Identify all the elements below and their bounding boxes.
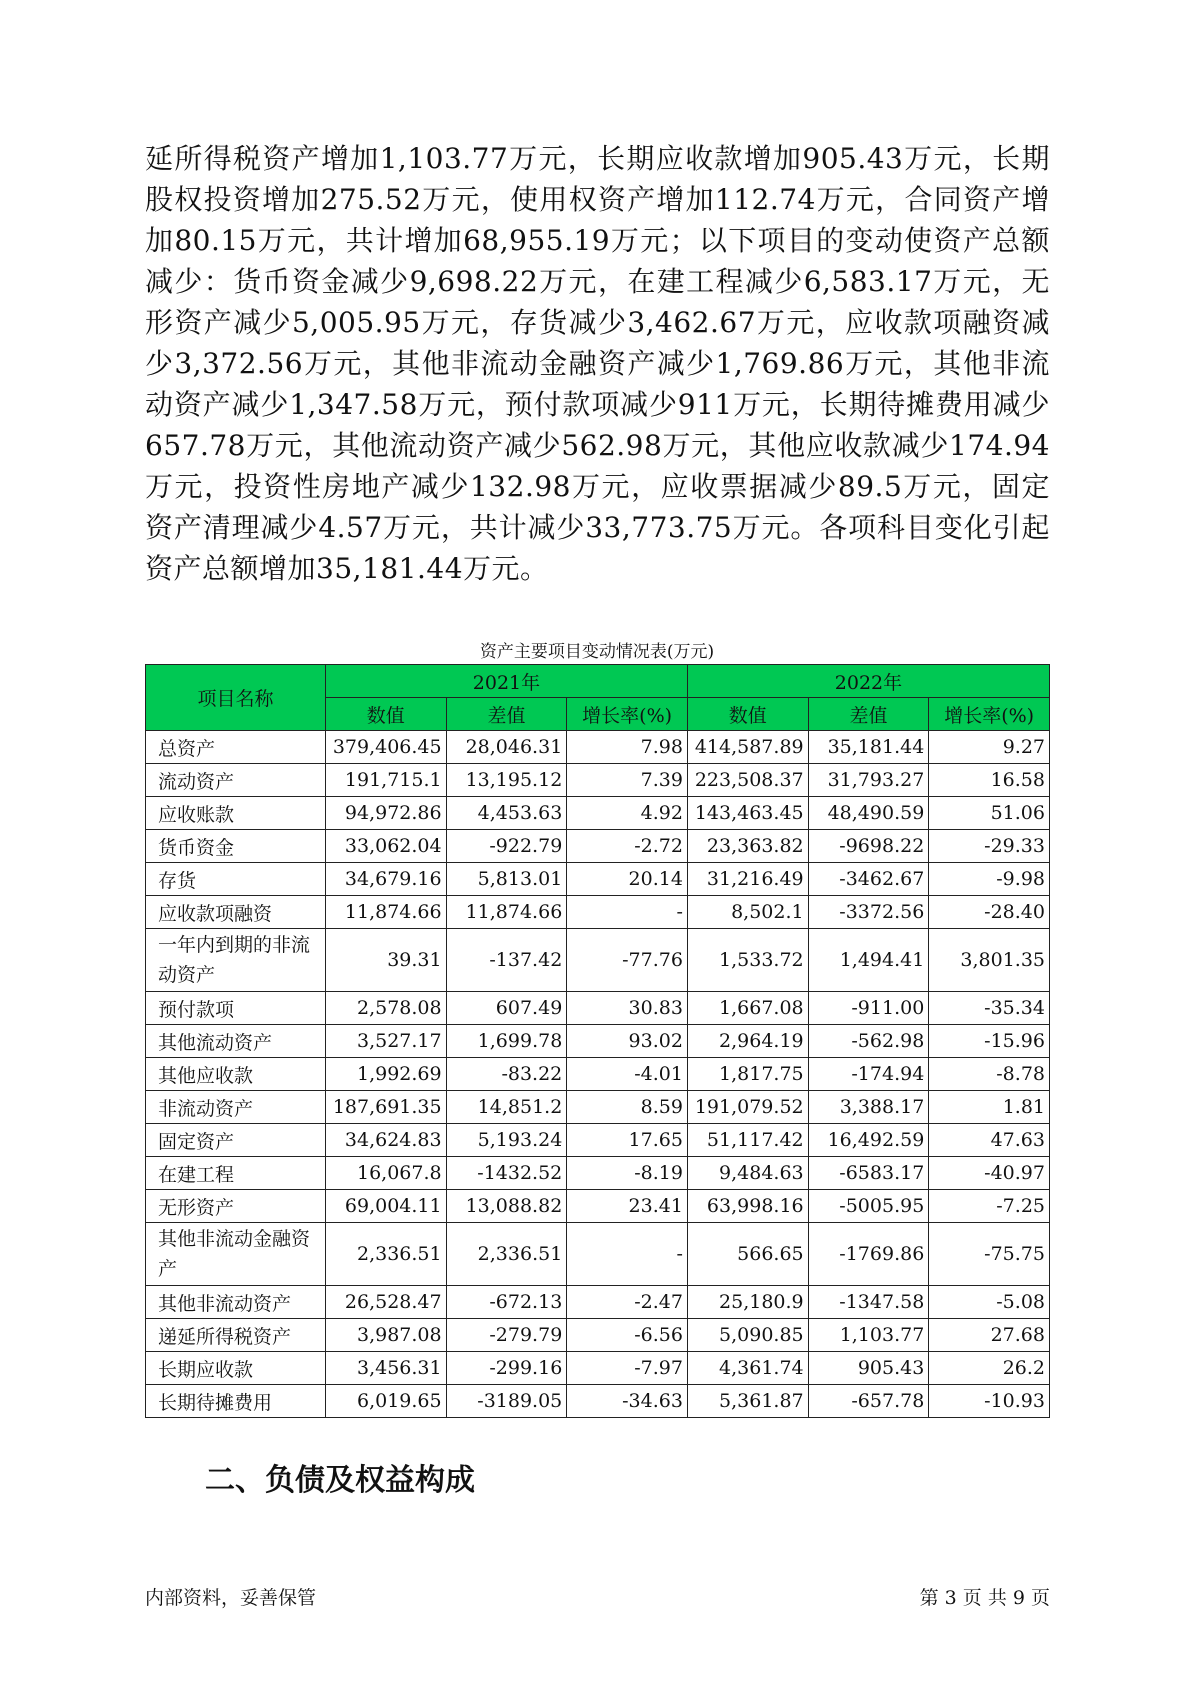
diff-2022-cell: 1,103.77 xyxy=(808,1319,929,1352)
table-row xyxy=(146,1385,1050,1418)
value-2022-cell: 5,361.87 xyxy=(687,1385,808,1418)
diff-2021-cell: 1,699.78 xyxy=(446,1025,567,1058)
diff-2021-cell: 4,453.63 xyxy=(446,797,567,830)
growth-2022-cell: -9.98 xyxy=(929,863,1050,896)
value-2021-cell: 34,624.83 xyxy=(325,1124,446,1157)
growth-2022-cell: 47.63 xyxy=(929,1124,1050,1157)
diff-2021-cell: -279.79 xyxy=(446,1319,567,1352)
growth-2021-cell: 7.98 xyxy=(567,731,688,764)
diff-2021-cell: 2,336.51 xyxy=(446,1223,567,1286)
diff-2021-cell: -922.79 xyxy=(446,830,567,863)
header-item-name: 项目名称 xyxy=(146,665,326,731)
diff-2021-cell: 11,874.66 xyxy=(446,896,567,929)
table-row xyxy=(146,1058,1050,1091)
growth-2022-cell: -10.93 xyxy=(929,1385,1050,1418)
growth-2021-cell: -7.97 xyxy=(567,1352,688,1385)
row-name-cell: 在建工程 xyxy=(146,1157,326,1190)
row-name-cell: 其他流动资产 xyxy=(146,1025,326,1058)
growth-2022-cell: -40.97 xyxy=(929,1157,1050,1190)
growth-2022-cell: 3,801.35 xyxy=(929,929,1050,992)
value-2021-cell: 379,406.45 xyxy=(325,731,446,764)
growth-2021-cell: - xyxy=(567,1223,688,1286)
value-2022-cell: 51,117.42 xyxy=(687,1124,808,1157)
growth-2022-cell: 9.27 xyxy=(929,731,1050,764)
diff-2021-cell: 14,851.2 xyxy=(446,1091,567,1124)
value-2022-cell: 23,363.82 xyxy=(687,830,808,863)
growth-2021-cell: -34.63 xyxy=(567,1385,688,1418)
growth-2021-cell: 8.59 xyxy=(567,1091,688,1124)
header-growth-2021: 增长率(%) xyxy=(567,698,688,731)
value-2021-cell: 1,992.69 xyxy=(325,1058,446,1091)
growth-2022-cell: -15.96 xyxy=(929,1025,1050,1058)
growth-2021-cell: 17.65 xyxy=(567,1124,688,1157)
table-body xyxy=(146,731,1050,1418)
row-name-cell: 递延所得税资产 xyxy=(146,1319,326,1352)
value-2021-cell: 26,528.47 xyxy=(325,1286,446,1319)
value-2022-cell: 1,817.75 xyxy=(687,1058,808,1091)
growth-2021-cell: 30.83 xyxy=(567,992,688,1025)
value-2021-cell: 69,004.11 xyxy=(325,1190,446,1223)
header-value-2022: 数值 xyxy=(687,698,808,731)
growth-2022-cell: 1.81 xyxy=(929,1091,1050,1124)
row-name-cell: 货币资金 xyxy=(146,830,326,863)
growth-2022-cell: -8.78 xyxy=(929,1058,1050,1091)
diff-2022-cell: 905.43 xyxy=(808,1352,929,1385)
row-name-cell: 其他应收款 xyxy=(146,1058,326,1091)
table-row xyxy=(146,896,1050,929)
growth-2022-cell: -29.33 xyxy=(929,830,1050,863)
diff-2021-cell: -1432.52 xyxy=(446,1157,567,1190)
value-2022-cell: 8,502.1 xyxy=(687,896,808,929)
value-2022-cell: 223,508.37 xyxy=(687,764,808,797)
row-name-cell: 流动资产 xyxy=(146,764,326,797)
growth-2021-cell: 4.92 xyxy=(567,797,688,830)
table-row xyxy=(146,1352,1050,1385)
growth-2022-cell: -7.25 xyxy=(929,1190,1050,1223)
footer-page-number: 第 3 页 共 9 页 xyxy=(919,1587,1050,1609)
growth-2021-cell: 23.41 xyxy=(567,1190,688,1223)
growth-2022-cell: 16.58 xyxy=(929,764,1050,797)
asset-change-table xyxy=(145,664,1050,1418)
diff-2022-cell: 35,181.44 xyxy=(808,731,929,764)
value-2021-cell: 6,019.65 xyxy=(325,1385,446,1418)
diff-2022-cell: -6583.17 xyxy=(808,1157,929,1190)
value-2022-cell: 31,216.49 xyxy=(687,863,808,896)
row-name-cell: 固定资产 xyxy=(146,1124,326,1157)
table-row xyxy=(146,797,1050,830)
growth-2022-cell: -5.08 xyxy=(929,1286,1050,1319)
section-heading: 二、负债及权益构成 xyxy=(205,1463,475,1498)
table-row xyxy=(146,863,1050,896)
value-2022-cell: 191,079.52 xyxy=(687,1091,808,1124)
table-row xyxy=(146,992,1050,1025)
table-row xyxy=(146,1124,1050,1157)
value-2022-cell: 414,587.89 xyxy=(687,731,808,764)
diff-2022-cell: 1,494.41 xyxy=(808,929,929,992)
value-2021-cell: 2,336.51 xyxy=(325,1223,446,1286)
row-name-cell: 长期待摊费用 xyxy=(146,1385,326,1418)
growth-2021-cell: -2.72 xyxy=(567,830,688,863)
value-2021-cell: 94,972.86 xyxy=(325,797,446,830)
diff-2021-cell: -299.16 xyxy=(446,1352,567,1385)
row-name-cell: 预付款项 xyxy=(146,992,326,1025)
growth-2021-cell: -2.47 xyxy=(567,1286,688,1319)
value-2021-cell: 187,691.35 xyxy=(325,1091,446,1124)
growth-2021-cell: 7.39 xyxy=(567,764,688,797)
value-2022-cell: 5,090.85 xyxy=(687,1319,808,1352)
diff-2021-cell: 5,193.24 xyxy=(446,1124,567,1157)
value-2021-cell: 16,067.8 xyxy=(325,1157,446,1190)
diff-2022-cell: -9698.22 xyxy=(808,830,929,863)
table-row xyxy=(146,830,1050,863)
diff-2022-cell: 31,793.27 xyxy=(808,764,929,797)
diff-2021-cell: 13,195.12 xyxy=(446,764,567,797)
table-caption: 资产主要项目变动情况表(万元) xyxy=(479,642,715,662)
header-row-years xyxy=(146,665,1050,698)
diff-2022-cell: -562.98 xyxy=(808,1025,929,1058)
diff-2021-cell: -83.22 xyxy=(446,1058,567,1091)
table-row xyxy=(146,1319,1050,1352)
table-row xyxy=(146,1223,1050,1286)
row-name-cell: 一年内到期的非流动资产 xyxy=(146,929,326,992)
diff-2022-cell: -3372.56 xyxy=(808,896,929,929)
diff-2022-cell: -657.78 xyxy=(808,1385,929,1418)
diff-2022-cell: 16,492.59 xyxy=(808,1124,929,1157)
growth-2021-cell: -4.01 xyxy=(567,1058,688,1091)
body-paragraph: 延所得税资产增加1,103.77万元，长期应收款增加905.43万元，长期股权投资增加275.52万元，使用权资产增加112.74万元，合同资产增加80.15万元，共计增加68,955.19万元；以下项目的变动使资产总额减少：货币资金减少9,698.22万元，在建工程减少6,583.17万元，无形资产减少5,005.95万元，存货减少3,462.67万元，应收款项融资减少3,372.56万元，其他非流动金融资产减少1,769.86万元，其他非流动资产减少1,347.58万元，预付款项减少911万元，长期待摊费用减少657.78万元，其他流动资产减少562.98万元，其他应收款减少174.94万元，投资性房地产减少132.98万元，应收票据减少89.5万元，固定资产清理减少4.57万元，共计减少33,773.75万元。各项科目变化引起资产总额增加35,181.44万元。 xyxy=(145,142,1050,585)
diff-2022-cell: -1347.58 xyxy=(808,1286,929,1319)
value-2022-cell: 143,463.45 xyxy=(687,797,808,830)
growth-2022-cell: 27.68 xyxy=(929,1319,1050,1352)
diff-2022-cell: -911.00 xyxy=(808,992,929,1025)
value-2021-cell: 11,874.66 xyxy=(325,896,446,929)
diff-2022-cell: -3462.67 xyxy=(808,863,929,896)
value-2021-cell: 3,987.08 xyxy=(325,1319,446,1352)
value-2022-cell: 1,667.08 xyxy=(687,992,808,1025)
value-2021-cell: 3,456.31 xyxy=(325,1352,446,1385)
diff-2021-cell: 607.49 xyxy=(446,992,567,1025)
row-name-cell: 长期应收款 xyxy=(146,1352,326,1385)
diff-2021-cell: -137.42 xyxy=(446,929,567,992)
table-row xyxy=(146,929,1050,992)
header-year-2021: 2021年 xyxy=(325,665,687,698)
value-2021-cell: 3,527.17 xyxy=(325,1025,446,1058)
header-diff-2022: 差值 xyxy=(808,698,929,731)
diff-2022-cell: -174.94 xyxy=(808,1058,929,1091)
diff-2022-cell: 3,388.17 xyxy=(808,1091,929,1124)
diff-2021-cell: 5,813.01 xyxy=(446,863,567,896)
diff-2021-cell: 13,088.82 xyxy=(446,1190,567,1223)
diff-2022-cell: -1769.86 xyxy=(808,1223,929,1286)
value-2022-cell: 2,964.19 xyxy=(687,1025,808,1058)
growth-2022-cell: -75.75 xyxy=(929,1223,1050,1286)
row-name-cell: 非流动资产 xyxy=(146,1091,326,1124)
table-row xyxy=(146,1091,1050,1124)
value-2021-cell: 191,715.1 xyxy=(325,764,446,797)
header-year-2022: 2022年 xyxy=(687,665,1049,698)
table-row xyxy=(146,1190,1050,1223)
value-2021-cell: 39.31 xyxy=(325,929,446,992)
diff-2022-cell: -5005.95 xyxy=(808,1190,929,1223)
row-name-cell: 存货 xyxy=(146,863,326,896)
row-name-cell: 其他非流动资产 xyxy=(146,1286,326,1319)
value-2022-cell: 1,533.72 xyxy=(687,929,808,992)
growth-2022-cell: -28.40 xyxy=(929,896,1050,929)
value-2022-cell: 25,180.9 xyxy=(687,1286,808,1319)
growth-2021-cell: - xyxy=(567,896,688,929)
growth-2022-cell: -35.34 xyxy=(929,992,1050,1025)
value-2022-cell: 63,998.16 xyxy=(687,1190,808,1223)
growth-2021-cell: -77.76 xyxy=(567,929,688,992)
diff-2021-cell: -3189.05 xyxy=(446,1385,567,1418)
value-2022-cell: 4,361.74 xyxy=(687,1352,808,1385)
row-name-cell: 应收款项融资 xyxy=(146,896,326,929)
header-growth-2022: 增长率(%) xyxy=(929,698,1050,731)
growth-2021-cell: 93.02 xyxy=(567,1025,688,1058)
header-value-2021: 数值 xyxy=(325,698,446,731)
value-2021-cell: 34,679.16 xyxy=(325,863,446,896)
value-2022-cell: 9,484.63 xyxy=(687,1157,808,1190)
table-row xyxy=(146,764,1050,797)
row-name-cell: 其他非流动金融资产 xyxy=(146,1223,326,1286)
table-row xyxy=(146,1286,1050,1319)
value-2021-cell: 33,062.04 xyxy=(325,830,446,863)
diff-2021-cell: -672.13 xyxy=(446,1286,567,1319)
growth-2022-cell: 51.06 xyxy=(929,797,1050,830)
row-name-cell: 总资产 xyxy=(146,731,326,764)
value-2021-cell: 2,578.08 xyxy=(325,992,446,1025)
header-diff-2021: 差值 xyxy=(446,698,567,731)
row-name-cell: 无形资产 xyxy=(146,1190,326,1223)
growth-2021-cell: -6.56 xyxy=(567,1319,688,1352)
growth-2021-cell: 20.14 xyxy=(567,863,688,896)
footer-confidential-note: 内部资料，妥善保管 xyxy=(145,1587,317,1609)
growth-2022-cell: 26.2 xyxy=(929,1352,1050,1385)
growth-2021-cell: -8.19 xyxy=(567,1157,688,1190)
diff-2022-cell: 48,490.59 xyxy=(808,797,929,830)
row-name-cell: 应收账款 xyxy=(146,797,326,830)
table-row xyxy=(146,731,1050,764)
table-row xyxy=(146,1157,1050,1190)
table-row xyxy=(146,1025,1050,1058)
diff-2021-cell: 28,046.31 xyxy=(446,731,567,764)
value-2022-cell: 566.65 xyxy=(687,1223,808,1286)
